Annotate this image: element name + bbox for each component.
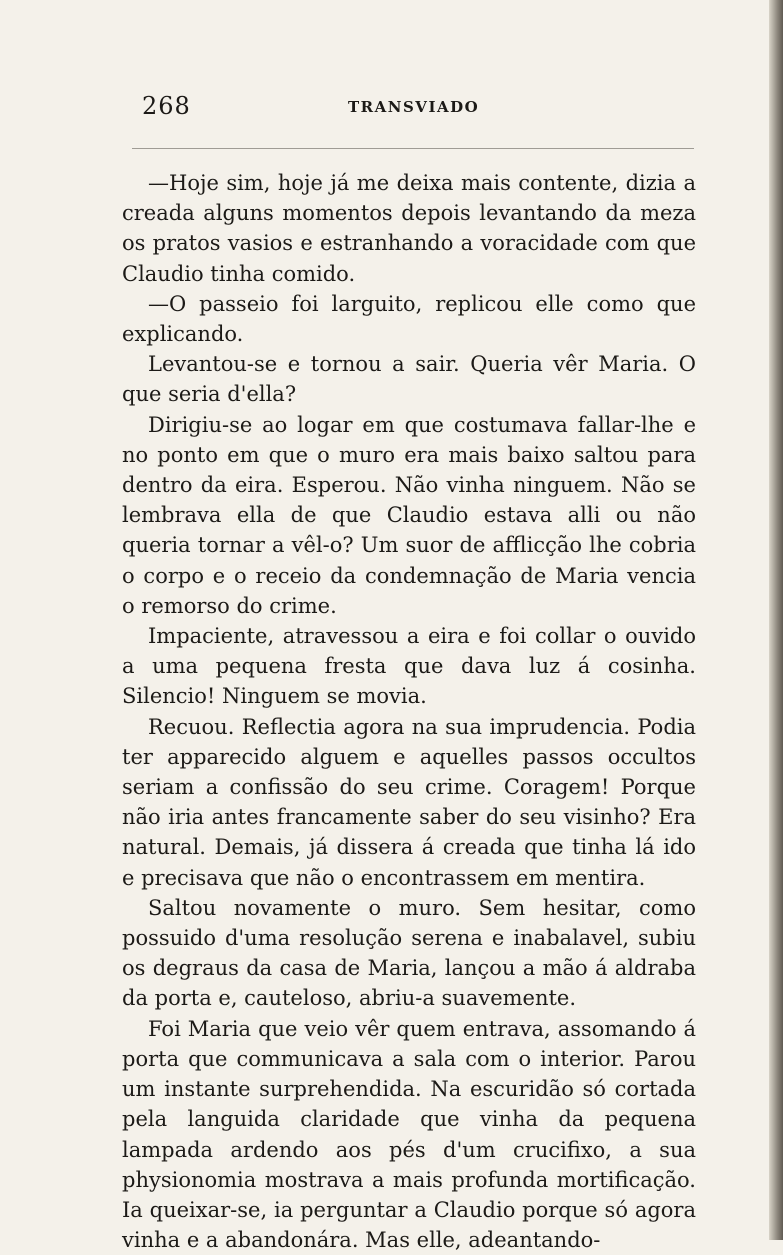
page-number: 268 (142, 92, 191, 120)
paragraph: —O passeio foi larguito, replicou elle como que explicando. (122, 291, 696, 347)
body-text (122, 168, 696, 1255)
paragraph: Impaciente, atravessou a eira e foi collar o ouvido a uma pequena fresta que dava luz á cosinha. Silencio! Ninguem se movia. (122, 624, 696, 709)
running-title: TRANSVIADO (348, 98, 480, 116)
header-divider (132, 148, 694, 149)
paragraph: Dirigiu-se ao logar em que costumava fallar-lhe e no ponto em que o muro era mais baixo saltou para dentro da eira. Esperou. Não vinha ninguem. Não se lembrava ella de que Claudio estava alli ou não queria tornar a vêl-o? Um suor de afflicção lhe cobria o corpo e o receio da condemnação de Maria vencia o remorso do crime. (122, 412, 696, 618)
page-header (138, 92, 698, 122)
paragraph: Levantou-se e tornou a sair. Queria vêr Maria. O que seria d'ella? (122, 352, 696, 407)
paragraph: Saltou novamente o muro. Sem hesitar, como possuido d'uma resolução serena e inabalavel, subiu os degraus da casa de Maria, lançou a mão á aldraba da porta e, cauteloso, abriu-a suavemente. (122, 895, 696, 1011)
paragraph: —Hoje sim, hoje já me deixa mais contente, dizia a creada alguns momentos depois levantando da meza os pratos vasios e estranhando a voracidade com que Claudio tinha comido. (122, 171, 696, 286)
page-edge-shadow (769, 0, 783, 1240)
paragraph: Recuou. Reflectia agora na sua imprudencia. Podia ter apparecido alguem e aquelles passos occultos seriam a confissão do seu crime. Coragem! Porque não iria antes francamente saber do seu visinho? Era natural. Demais, já dissera á creada que tinha lá ido e precisava que não o encontrassem em mentira. (122, 714, 696, 890)
paragraph: Foi Maria que veio vêr quem entrava, assomando á porta que communicava a sala com o interior. Parou um instante surprehendida. Na escuridão só cortada pela languida claridade que vinha da pequena lampada ardendo aos pés d'um crucifixo, a sua physionomia mostrava a mais profunda mortificação. Ia queixar-se, ia perguntar a Claudio porque só agora vinha e a abandonára. Mas elle, adeantando- (122, 1016, 696, 1253)
